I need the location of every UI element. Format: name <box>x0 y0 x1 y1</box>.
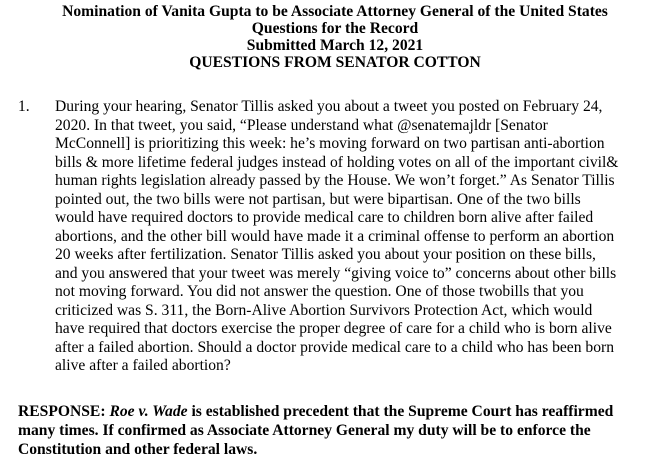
question-text <box>55 98 668 376</box>
question-line: criticized was S. 311, the Born-Alive Abortion Survivors Protection Act, which would <box>55 301 593 319</box>
nomination-title: Nomination of Vanita Gupta to be Associate Attorney General of the United States <box>62 3 608 20</box>
response-block <box>18 402 668 459</box>
response-label: RESPONSE: <box>18 403 106 420</box>
response-text: is established precedent that the Supreme Court has reaffirmed <box>187 403 614 420</box>
question-number: 1. <box>18 98 30 115</box>
question-line: alive after a failed abortion? <box>55 357 231 374</box>
question-line: not moving forward. You did not answer the question. One of those twobills that you <box>55 283 584 300</box>
question-line: would have required doctors to provide medical care to children born alive after failed <box>55 209 594 226</box>
question-line: pointed out, the two bills were not partisan, but were bipartisan. One of the two bills <box>55 190 581 208</box>
question-line: and you answered that your tweet was merely “giving voice to” concerns about other bills <box>55 264 617 282</box>
question-line: McConnell] is prioritizing this week: he’s moving forward on two partisan anti-abortion <box>55 135 605 152</box>
question-line: 20 weeks after fertilization. Senator Tillis asked you about your position on these bills, <box>55 246 596 263</box>
question-line: have required that doctors exercise the proper degree of care for a child who is born alive <box>55 320 612 337</box>
question-line: bills & more lifetime federal judges instead of holding votes on all of the important civil& <box>55 153 619 171</box>
response-line <box>18 402 668 421</box>
question-line: after a failed abortion. Should a doctor provide medical care to a child who has been born <box>55 338 615 356</box>
question-line: abortions, and the other bill would have made it a criminal offense to perform an abortion <box>55 227 615 245</box>
question-line: 2020. In that tweet, you said, “Please understand what @senatemajldr [Senator <box>55 116 548 134</box>
qfr-subtitle: Questions for the Record <box>251 20 419 37</box>
case-citation: Roe v. Wade <box>109 403 188 420</box>
document-header <box>0 3 670 71</box>
question-line: human rights legislation already passed by the House. We won’t forget.” As Senator Tillis <box>55 172 615 189</box>
response-line: Constitution and other federal laws. <box>18 441 258 458</box>
response-line: many times. If confirmed as Associate Attorney General my duty will be to enforce the <box>18 422 591 439</box>
submission-date: Submitted March 12, 2021 <box>246 37 424 54</box>
question-line: During your hearing, Senator Tillis asked you about a tweet you posted on February 24, <box>55 98 603 115</box>
questions-from-heading: QUESTIONS FROM SENATOR COTTON <box>189 54 481 71</box>
